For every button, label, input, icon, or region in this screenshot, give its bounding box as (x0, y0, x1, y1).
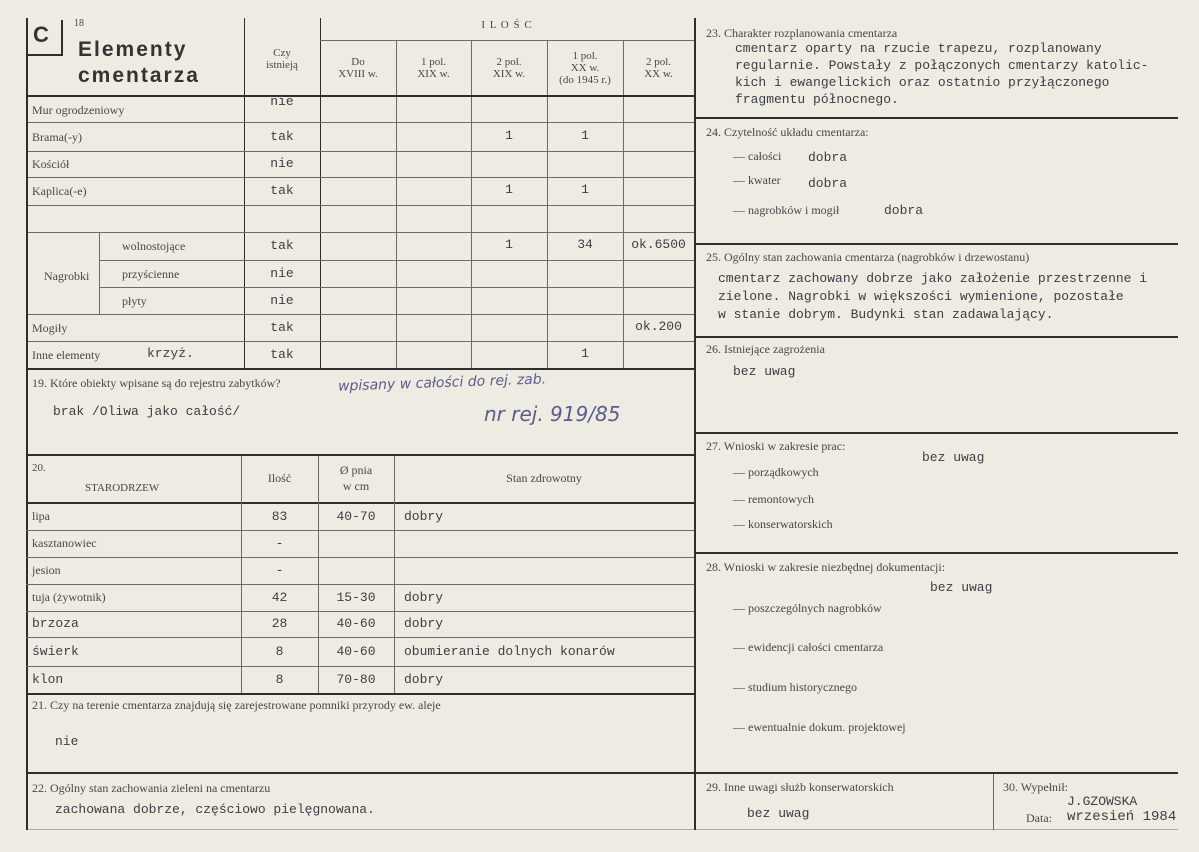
tree-name: brzoza (32, 616, 79, 631)
element-exists: nie (270, 265, 294, 281)
s30-question: 30. Wypełnił: (1003, 780, 1069, 794)
element-row-label: płyty (122, 293, 147, 308)
s27-item-1: — porządkowych (733, 465, 819, 479)
tree-name: jesion (32, 562, 61, 577)
element-exists: nie (270, 156, 294, 171)
element-count: 34 (577, 237, 593, 252)
s23-line-2: regularnie. Powstały z połączonych cmentarzy katolic- (735, 58, 1149, 73)
s30-name: J.GZOWSKA (1067, 794, 1138, 809)
element-row-extra: krzyż. (147, 345, 194, 361)
tree-qty: 8 (275, 671, 284, 687)
tree-diameter: 15-30 (336, 589, 376, 605)
element-row-label: Kaplica(-e) (32, 184, 87, 198)
tree-qty: - (275, 562, 284, 578)
element-exists: tak (270, 183, 294, 198)
element-count: 1 (581, 127, 589, 143)
s20-title: STARODRZEW (85, 482, 160, 494)
element-exists: nie (270, 94, 294, 109)
s24-value-3: dobra (884, 203, 924, 218)
s23-question: 23. Charakter rozplanowania cmentarza (706, 26, 898, 40)
tree-qty: 28 (271, 616, 288, 631)
element-count: 1 (505, 237, 513, 252)
s20-number: 20. (32, 462, 46, 474)
s24-label-3: — nagrobków i mogił (733, 203, 840, 217)
tree-health: obumieranie dolnych konarów (404, 643, 615, 659)
tree-health: dobry (404, 589, 444, 605)
tree-diameter: 40-60 (336, 643, 376, 659)
tree-name: świerk (32, 643, 79, 659)
tree-name: tuja (żywotnik) (32, 589, 106, 604)
s29-question: 29. Inne uwagi służb konserwatorskich (706, 780, 894, 794)
s30-date: wrzesień 1984 (1067, 809, 1177, 825)
s20-qty-header: Ilość (267, 471, 292, 485)
s30-date-label: Data: (1026, 811, 1052, 825)
s29-answer: bez uwag (747, 806, 810, 821)
s28-item-4: — ewentualnie dokum. projektowej (733, 720, 906, 734)
s19-handwritten-note: wpisany w całości do rej. zab. (337, 371, 547, 395)
s23-line-3: kich i ewangelickich oraz ostatnio przyłączonego (735, 75, 1110, 90)
ilosc-header: I L O Ś C (481, 19, 533, 31)
element-exists: nie (270, 292, 294, 308)
s22-question: 22. Ogólny stan zachowania zieleni na cmentarzu (32, 781, 271, 795)
s27-answer: bez uwag (922, 450, 985, 465)
s27-question: 27. Wnioski w zakresie prac: (706, 439, 846, 453)
period-header-3: 2 pol. XIX w. (492, 56, 526, 80)
s26-question: 26. Istniejące zagrożenia (706, 342, 825, 356)
element-exists: tak (270, 319, 294, 335)
tree-health: dobry (404, 509, 444, 524)
tree-qty: 8 (275, 643, 284, 659)
tree-diameter: 70-80 (336, 671, 376, 687)
col-exists-header: Czy istnieją (266, 47, 298, 71)
s26-answer: bez uwag (733, 364, 796, 379)
tree-health: dobry (404, 616, 444, 631)
s24-label-1: — całości (733, 149, 782, 163)
s20-health-header: Stan zdrowotny (506, 471, 582, 485)
s19-question: 19. Które obiekty wpisane są do rejestru zabytków? (32, 376, 281, 390)
element-count: 1 (505, 127, 513, 143)
tree-qty: 42 (271, 589, 288, 605)
s24-value-1: dobra (808, 150, 848, 165)
s23-line-1: cmentarz oparty na rzucie trapezu, rozplanowany (735, 41, 1102, 56)
period-header-4: 1 pol. XX w. (do 1945 r.) (559, 50, 611, 86)
s21-question: 21. Czy na terenie cmentarza znajdują się zarejestrowane pomniki przyrody ew. aleje (32, 698, 441, 712)
period-header-1: Do XVIII w. (338, 56, 378, 80)
element-exists: tak (270, 238, 294, 253)
element-row-label: Mogiły (32, 320, 68, 335)
s25-line-1: cmentarz zachowany dobrze jako założenie przestrzenne i (718, 271, 1148, 286)
element-row-label: przyścienne (122, 266, 180, 281)
s28-question: 28. Wnioski w zakresie niezbędnej dokumentacji: (706, 560, 946, 574)
element-row-label: Mur ogrodzeniowy (32, 102, 125, 117)
tree-name: kasztanowiec (32, 535, 97, 550)
s24-question: 24. Czytelność układu cmentarza: (706, 125, 869, 139)
s27-item-3: — konserwatorskich (733, 517, 833, 531)
s28-item-2: — ewidencji całości cmentarza (733, 640, 884, 654)
s28-item-3: — studium historycznego (733, 680, 857, 694)
s21-answer: nie (55, 734, 79, 749)
element-row-label: Brama(-y) (32, 129, 82, 144)
s20-diam-header: Ø pnia w cm (339, 463, 373, 493)
period-header-2: 1 pol. XIX w. (417, 56, 450, 80)
s24-label-2: — kwater (733, 173, 781, 187)
title-line-2: cmentarza (78, 64, 200, 87)
tree-qty: - (275, 535, 284, 551)
element-count: 1 (581, 345, 589, 361)
tree-diameter: 40-60 (336, 616, 376, 631)
s27-item-2: — remontowych (733, 492, 814, 506)
card-number: 18 (74, 18, 84, 29)
s22-answer: zachowana dobrze, częściowo pielęgnowana. (55, 802, 375, 817)
tree-health: dobry (404, 671, 444, 687)
s19-answer: brak /Oliwa jako całość/ (53, 404, 241, 419)
tree-diameter: 40-70 (336, 509, 376, 524)
element-exists: tak (270, 128, 294, 144)
s28-answer: bez uwag (930, 580, 993, 595)
s25-line-2: zielone. Nagrobki w większości wymienione, pozostałe (718, 289, 1124, 304)
tree-name: klon (32, 671, 64, 687)
s24-value-2: dobra (808, 176, 848, 191)
section-letter: C (33, 22, 49, 47)
s25-question: 25. Ogólny stan zachowania cmentarza (nagrobków i drzewostanu) (706, 250, 1030, 264)
tree-name: lipa (32, 509, 50, 523)
element-row-label: wolnostojące (122, 239, 186, 253)
element-row-label: Inne elementy (32, 347, 101, 362)
element-count: ok.200 (635, 318, 682, 334)
s19-register-number: nr rej. 919/85 (484, 402, 621, 426)
nagrobki-label: Nagrobki (44, 269, 90, 283)
title-line-1: Elementy (78, 38, 188, 61)
element-row-label: Kościół (32, 157, 70, 171)
s25-line-3: w stanie dobrym. Budynki stan zadawalający. (718, 307, 1054, 322)
element-count: 1 (505, 182, 513, 197)
s28-item-1: — poszczególnych nagrobków (733, 601, 882, 615)
s23-line-4: fragmentu północnego. (735, 92, 899, 107)
tree-qty: 83 (271, 509, 288, 524)
element-count: 1 (581, 182, 589, 197)
element-count: ok.6500 (631, 237, 686, 252)
period-header-5: 2 pol. XX w. (644, 56, 673, 80)
element-exists: tak (270, 346, 294, 362)
